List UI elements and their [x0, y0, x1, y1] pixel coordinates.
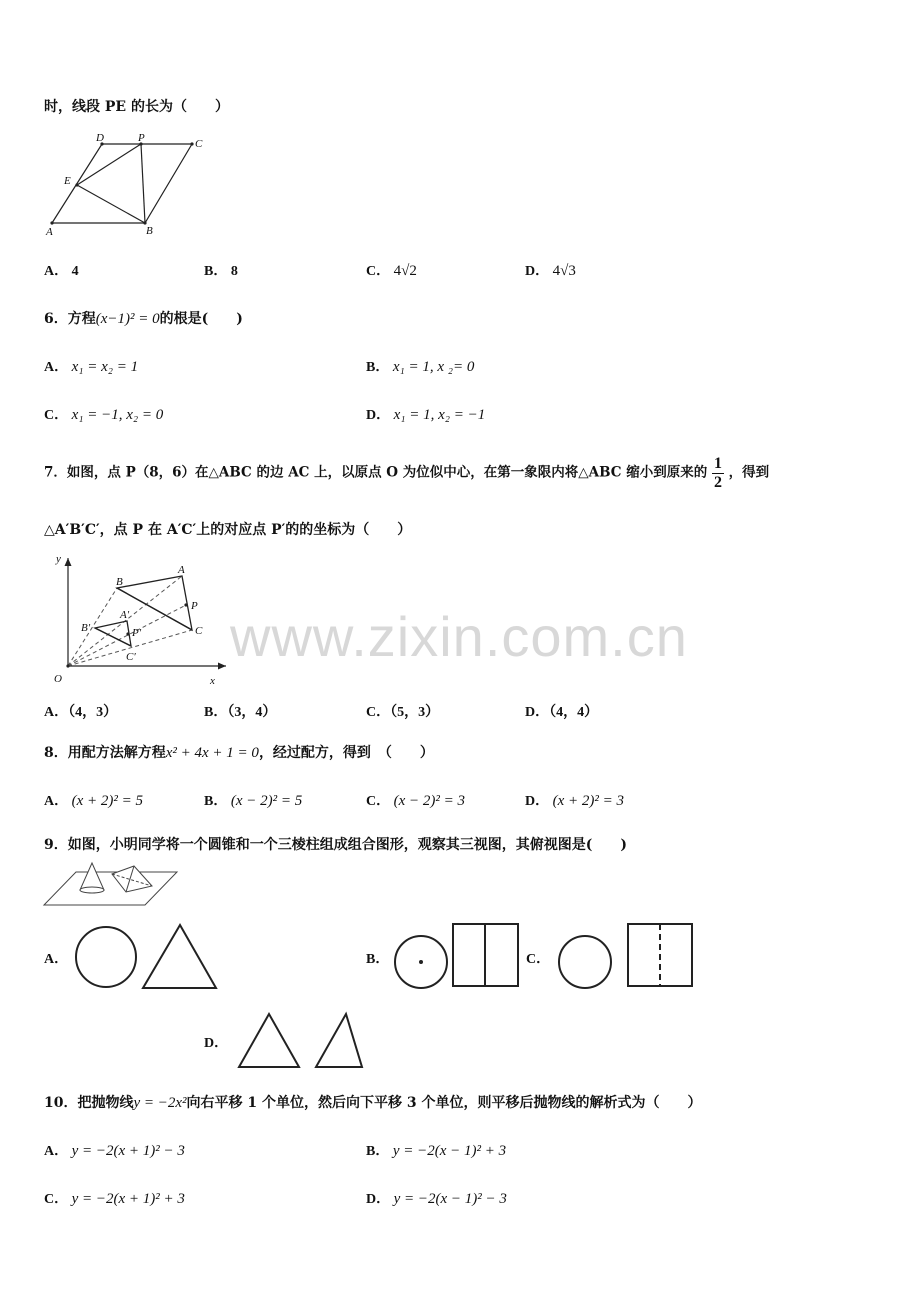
q5-option-c[interactable]: C． 4√2 — [366, 263, 417, 279]
q7-label-a: A — [178, 564, 185, 576]
q5-label-a: A — [46, 226, 53, 238]
q6-option-c[interactable]: C． x₁ = −1, x₂ = 0 — [44, 407, 164, 423]
q9-c-circle-shape — [559, 936, 611, 988]
q8-option-a[interactable]: A． (x + 2)² = 5 — [44, 793, 144, 809]
q10-option-b[interactable]: B． y = −2(x − 1)² + 3 — [366, 1143, 507, 1159]
q7-label-p-prime: P′ — [132, 627, 142, 639]
q5-stem: 时，线段 PE 的长为（ ） — [44, 99, 229, 115]
q9-d-triangle-right — [316, 1014, 362, 1067]
q7-label-c-prime: C′ — [126, 651, 136, 663]
q9-option-c[interactable]: C． — [526, 952, 551, 967]
q7-label-b: B — [116, 576, 123, 588]
watermark: www.zixin.com.cn — [230, 605, 688, 668]
q5-label-b: B — [146, 225, 153, 237]
q9-d-triangle-left — [239, 1014, 299, 1067]
q6-option-b[interactable]: B． x₁ = 1, x ₂= 0 — [366, 359, 475, 375]
q9-option-b-figure[interactable] — [392, 920, 522, 992]
q7-option-c[interactable]: C．（5，3） — [366, 705, 440, 720]
q10-option-d[interactable]: D． y = −2(x − 1)² − 3 — [366, 1191, 507, 1207]
q7-label-o: O — [54, 673, 62, 685]
q9-option-d-figure[interactable] — [236, 1010, 366, 1070]
q9-a-triangle-shape — [143, 925, 216, 988]
q7-fraction: $\frac{1}{2}$ — [713, 455, 722, 491]
q6-stem: 6．方程(x−1)² = 0的根是( ) — [44, 311, 243, 327]
q8-option-c[interactable]: C． (x − 2)² = 3 — [366, 793, 466, 809]
q5-option-d[interactable]: D． 4√3 — [525, 263, 576, 279]
q9-b-center-dot — [419, 960, 423, 964]
q7-option-a[interactable]: A．（4，3） — [44, 705, 118, 720]
q5-label-p: P — [138, 132, 145, 144]
q5-label-e: E — [64, 175, 71, 187]
q9-option-d[interactable]: D． — [204, 1036, 229, 1051]
q9-option-a-figure[interactable] — [74, 920, 224, 992]
q7-label-y: y — [56, 553, 61, 565]
q7-stem-line2: △A′B′C′，点 P 在 A′C′上的对应点 P′的的坐标为（ ） — [44, 522, 412, 538]
q5-label-c: C — [195, 138, 203, 150]
q8-stem: 8．用配方法解方程x² + 4x + 1 = 0，经过配方，得到 （ ） — [44, 745, 434, 761]
q7-label-c: C — [195, 625, 203, 637]
q7-homothety-figure — [40, 548, 240, 690]
q9-stem: 9．如图，小明同学将一个圆锥和一个三棱柱组成组合图形，观察其三视图，其俯视图是( ) — [44, 837, 627, 853]
q6-option-d[interactable]: D． x₁ = 1, x₂ = −1 — [366, 407, 486, 423]
q9-a-circle-shape — [76, 927, 136, 987]
q9-option-b[interactable]: B． — [366, 952, 390, 967]
q7-label-x: x — [210, 675, 215, 687]
q8-option-d[interactable]: D． (x + 2)² = 3 — [525, 793, 625, 809]
q7-label-b-prime: B′ — [81, 622, 91, 634]
q5-option-a[interactable]: A． 4 — [44, 264, 79, 279]
q7-label-a-prime: A′ — [120, 609, 130, 621]
q5-option-b[interactable]: B． 8 — [204, 264, 238, 279]
q7-stem-line1: 7．如图，点 P（8，6）在△ABC 的边 AC 上，以原点 O 为位似中心，在第一象限内将△ABC 缩小到原来的 $\frac{1}{2}$ ，得到 — [44, 455, 770, 491]
q10-option-c[interactable]: C． y = −2(x + 1)² + 3 — [44, 1191, 185, 1207]
q10-option-a[interactable]: A． y = −2(x + 1)² − 3 — [44, 1143, 185, 1159]
q6-option-a[interactable]: A． x₁ = x₂ = 1 — [44, 359, 139, 375]
q9-option-a[interactable]: A． — [44, 952, 69, 967]
q7-label-p: P — [191, 600, 198, 612]
q5-parallelogram-figure — [40, 130, 210, 240]
q7-option-b[interactable]: B．（3，4） — [204, 705, 277, 720]
q8-option-b[interactable]: B． (x − 2)² = 5 — [204, 793, 303, 809]
q9-option-c-figure[interactable] — [556, 920, 696, 992]
q5-label-d: D — [96, 132, 104, 144]
q7-option-d[interactable]: D．（4，4） — [525, 705, 599, 720]
q9-solid-figure — [42, 860, 182, 910]
q10-stem: 10．把抛物线y = −2x²向右平移 1 个单位，然后向下平移 3 个单位，则平移后抛物线的解析式为（ ） — [44, 1095, 702, 1111]
